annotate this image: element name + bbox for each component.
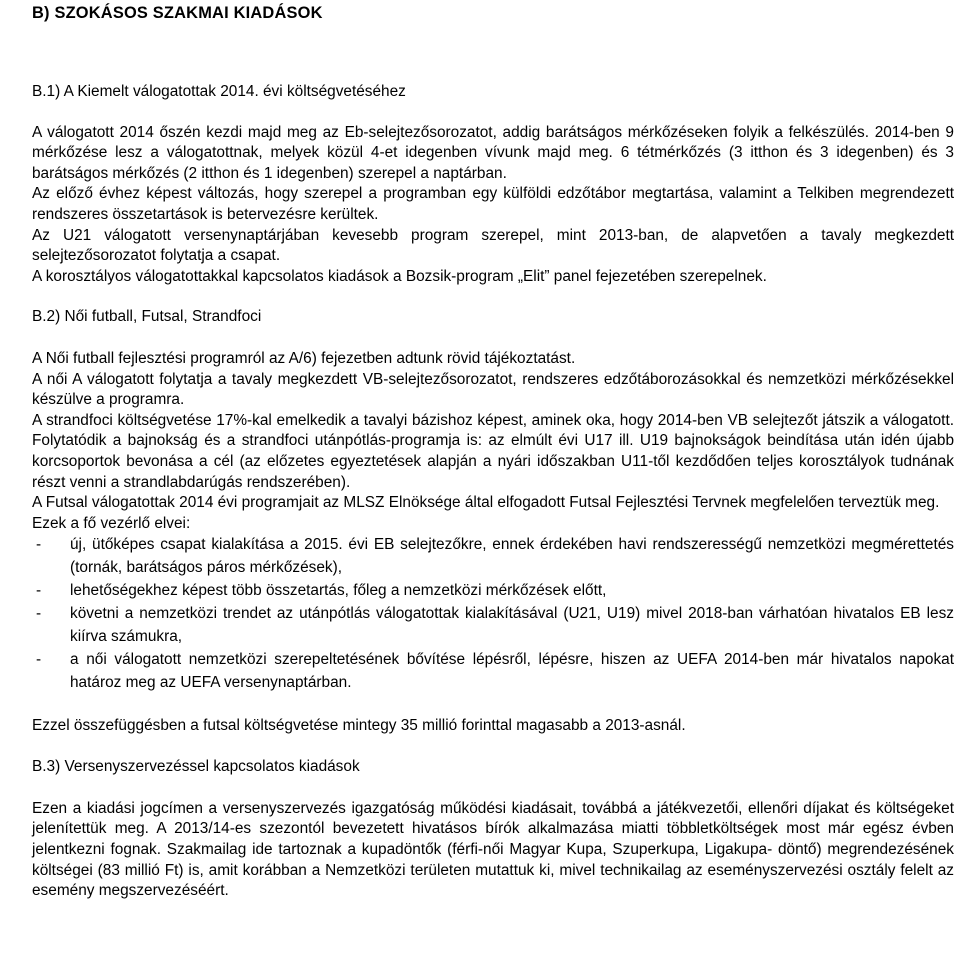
b2-closing: Ezzel összefüggésben a futsal költségvetése mintegy 35 millió forinttal magasabb a 2013-asnál.	[32, 716, 686, 734]
section-b2-body	[32, 349, 954, 736]
section-b2-title: B.2) Női futball, Futsal, Strandfoci	[32, 308, 262, 326]
section-b1-title: B.1) A Kiemelt válogatottak 2014. évi költségvetéséhez	[32, 83, 406, 100]
list-item-text: lehetőségekhez képest több összetartás, főleg a nemzetközi mérkőzések előtt,	[70, 582, 607, 600]
b1-paragraph-3: Az U21 válogatott versenynaptárjában kevesebb program szerepel, mint 2013-ban, de alapvetően a tavaly megkezdett selejtezősorozatot folytatja a csapat.	[32, 226, 954, 265]
b3-paragraph-1: Ezen a kiadási jogcímen a versenyszervezés igazgatóság működési kiadásait, továbbá a játékvezetői, ellenőri díjakat és költségeket jelenítettük meg. A 2013/14-es szezontól bevezetett hivatásos bírók alkalmazása miatti többletköltségek most már egész évben jelentkezni fognak. Szakmailag ide tartoznak a kupadöntők (férfi-női Magyar Kupa, Szuperkupa, Ligakupa- döntő) megrendezésének költségei (83 millió Ft) is, amit korábban a Nemzetközi területen mutattuk ki, mivel technikailag az eseményszervezési osztály felelt az esemény megszervezéséért.	[32, 799, 954, 900]
b2-paragraph-1: A Női futball fejlesztési programról az A/6) fejezetben adtunk rövid tájékoztatást.	[32, 349, 576, 367]
list-dash: -	[36, 650, 42, 668]
b1-paragraph-2: Az előző évhez képest változás, hogy szerepel a programban egy külföldi edzőtábor megtartása, valamint a Telkiben megrendezett rendszeres összetartások is betervezésre kerültek.	[32, 185, 954, 223]
b2-paragraph-4: A Futsal válogatottak 2014 évi programjait az MLSZ Elnöksége által elfogadott Futsal Fejlesztési Tervnek megfelelően terveztük meg.	[32, 494, 940, 512]
section-b3-title: B.3) Versenyszervezéssel kapcsolatos kiadások	[32, 758, 360, 776]
b1-paragraph-4: A korosztályos válogatottakkal kapcsolatos kiadások a Bozsik-program „Elit” panel fejezetében szerepelnek.	[32, 267, 767, 285]
b1-paragraph-1: A válogatott 2014 őszén kezdi majd meg az Eb-selejtezősorozatot, addig barátságos mérkőzéseken folyik a felkészülés. 2014-ben 9 mérkőzése lesz a válogatottnak, melyek közül 4-et idegenben vívunk majd meg. 6 tétmérkőzés (3 itthon és 3 idegenben) és 3 barátságos mérkőzés (2 itthon és 1 idegenben) szerepel a naptárban.	[32, 123, 954, 182]
list-item-text: új, ütőképes csapat kialakítása a 2015. évi EB selejtezőkre, ennek érdekében havi rendszerességű nemzetközi megmérettetés (tornák, barátságos páros mérkőzések),	[70, 536, 954, 577]
list-dash: -	[36, 582, 42, 600]
section-b1-body	[32, 123, 954, 288]
b2-paragraph-2: A női A válogatott folytatja a tavaly megkezdett VB-selejtezősorozatot, rendszeres edzőtáborozásokkal és nemzetközi mérkőzésekkel készülve a programra.	[32, 370, 954, 409]
section-b3-body	[32, 799, 954, 902]
list-item-text: követni a nemzetközi trendet az utánpótlás válogatottak kialakításával (U21, U19) mivel 2018-ban várhatóan hivatalos EB lesz kiírva számukra,	[70, 605, 954, 645]
list-item	[32, 580, 954, 603]
list-item	[32, 534, 954, 580]
list-dash: -	[36, 536, 42, 554]
list-item	[32, 603, 954, 649]
b2-paragraph-3: A strandfoci költségvetése 17%-kal emelkedik a tavalyi bázishoz képest, aminek oka, hogy 2014-ben VB selejtezőt játszik a válogatott. Folytatódik a bajnokság és a strandfoci utánpótlás-programja is: az elmúlt évi U17 ill. U19 bajnokságok beindítása után idén újabb korcsoportok bevonása a cél (az előzetes egyeztetések alapján a nyári időszakban U11-től kezdődően teljes korosztályok tudnának részt venni a strandlabdarúgás rendszerében).	[32, 411, 954, 491]
list-dash: -	[36, 605, 42, 622]
list-item	[32, 649, 954, 695]
main-heading: B) SZOKÁSOS SZAKMAI KIADÁSOK	[32, 4, 323, 22]
list-item-text: a női válogatott nemzetközi szerepeltetésének bővítése lépésről, lépésre, hiszen az UEFA 2014-ben már hivatalos napokat határoz meg az UEFA versenynaptárban.	[70, 650, 954, 691]
principles-list	[32, 534, 954, 694]
b2-paragraph-5: Ezek a fő vezérlő elvei:	[32, 514, 191, 532]
